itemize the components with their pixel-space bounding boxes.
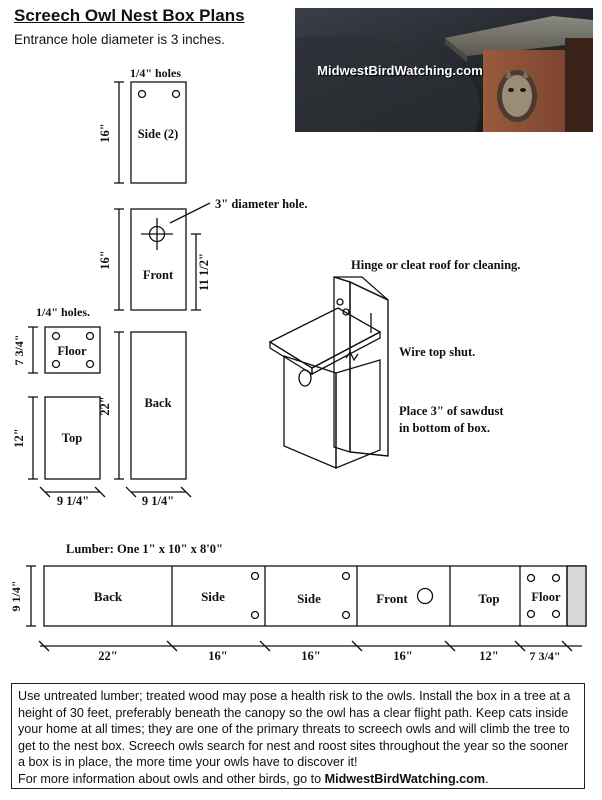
side-hole-right: [173, 91, 180, 98]
side-holes-note: 1/4" holes: [130, 66, 181, 80]
front-hole-note: 3" diameter hole.: [215, 197, 308, 211]
info-note: [11, 683, 585, 789]
lumber-title: Lumber: One 1" x 10" x 8'0": [66, 542, 223, 556]
segment-label-front: Front: [376, 591, 408, 606]
info-more-suffix: .: [485, 771, 489, 786]
info-more-link[interactable]: MidwestBirdWatching.com: [324, 771, 486, 786]
segment-label-side-1: Side: [201, 589, 225, 604]
segment-length-front: 16": [393, 649, 413, 663]
segment-length-top: 12": [479, 649, 499, 663]
side-height-label: 16": [98, 123, 112, 143]
page-subtitle: Entrance hole diameter is 3 inches.: [14, 32, 225, 47]
floor-label: Floor: [57, 344, 87, 358]
side-hole-left: [139, 91, 146, 98]
floor-holes-note: 1/4" holes.: [36, 305, 90, 319]
photo-caption: MidwestBirdWatching.com: [317, 63, 483, 78]
top-height-label: 12": [12, 428, 26, 448]
width-label-right: 9 1/4": [141, 494, 175, 508]
top-label: Top: [61, 431, 83, 445]
front-hole-leader: [170, 203, 210, 223]
back-label: Back: [144, 396, 172, 410]
sawdust-note-line2: in bottom of box.: [399, 421, 490, 435]
segment-label-top: Top: [478, 591, 500, 606]
board-width-label: 9 1/4": [9, 580, 23, 612]
segment-label-floor: Floor: [531, 590, 561, 604]
front-label: Front: [142, 268, 174, 282]
page-title: Screech Owl Nest Box Plans: [14, 6, 245, 25]
segment-length-back: 22": [98, 649, 118, 663]
front-height-label: 16": [98, 250, 112, 270]
segment-length-side-1: 16": [208, 649, 228, 663]
segment-label-side-2: Side: [297, 591, 321, 606]
info-body: Use untreated lumber; treated wood may pose a health risk to the owls. Install the box in a tree at a height of 30 feet, preferably beneath the canopy so the owl has a clear flight path. Keep cats inside your home at all times; they are one of the primary threats to screech owls and will climb the tree to get to the nest box. Screech owls search for nest and roost sites throughout the year so the sooner a box is in place, the more time your owls have to discover it!: [18, 689, 571, 770]
assembled-box: [270, 277, 388, 468]
width-label-left: 9 1/4": [56, 494, 90, 508]
segment-length-floor: 7 3/4": [529, 649, 561, 663]
front-hole-height-label: 11 1/2": [197, 253, 211, 291]
wire-note: Wire top shut.: [399, 345, 476, 359]
side-label: Side (2): [137, 127, 179, 141]
segment-label-back: Back: [93, 589, 123, 604]
floor-height-label: 7 3/4": [12, 334, 26, 366]
segment-length-side-2: 16": [301, 649, 321, 663]
back-height-label: 22": [98, 396, 112, 416]
sawdust-note-line1: Place 3" of sawdust: [399, 404, 504, 418]
front-piece: [131, 209, 186, 310]
info-more-prefix: For more information about owls and other birds, go to: [18, 771, 325, 786]
hinge-note: Hinge or cleat roof for cleaning.: [351, 258, 521, 272]
